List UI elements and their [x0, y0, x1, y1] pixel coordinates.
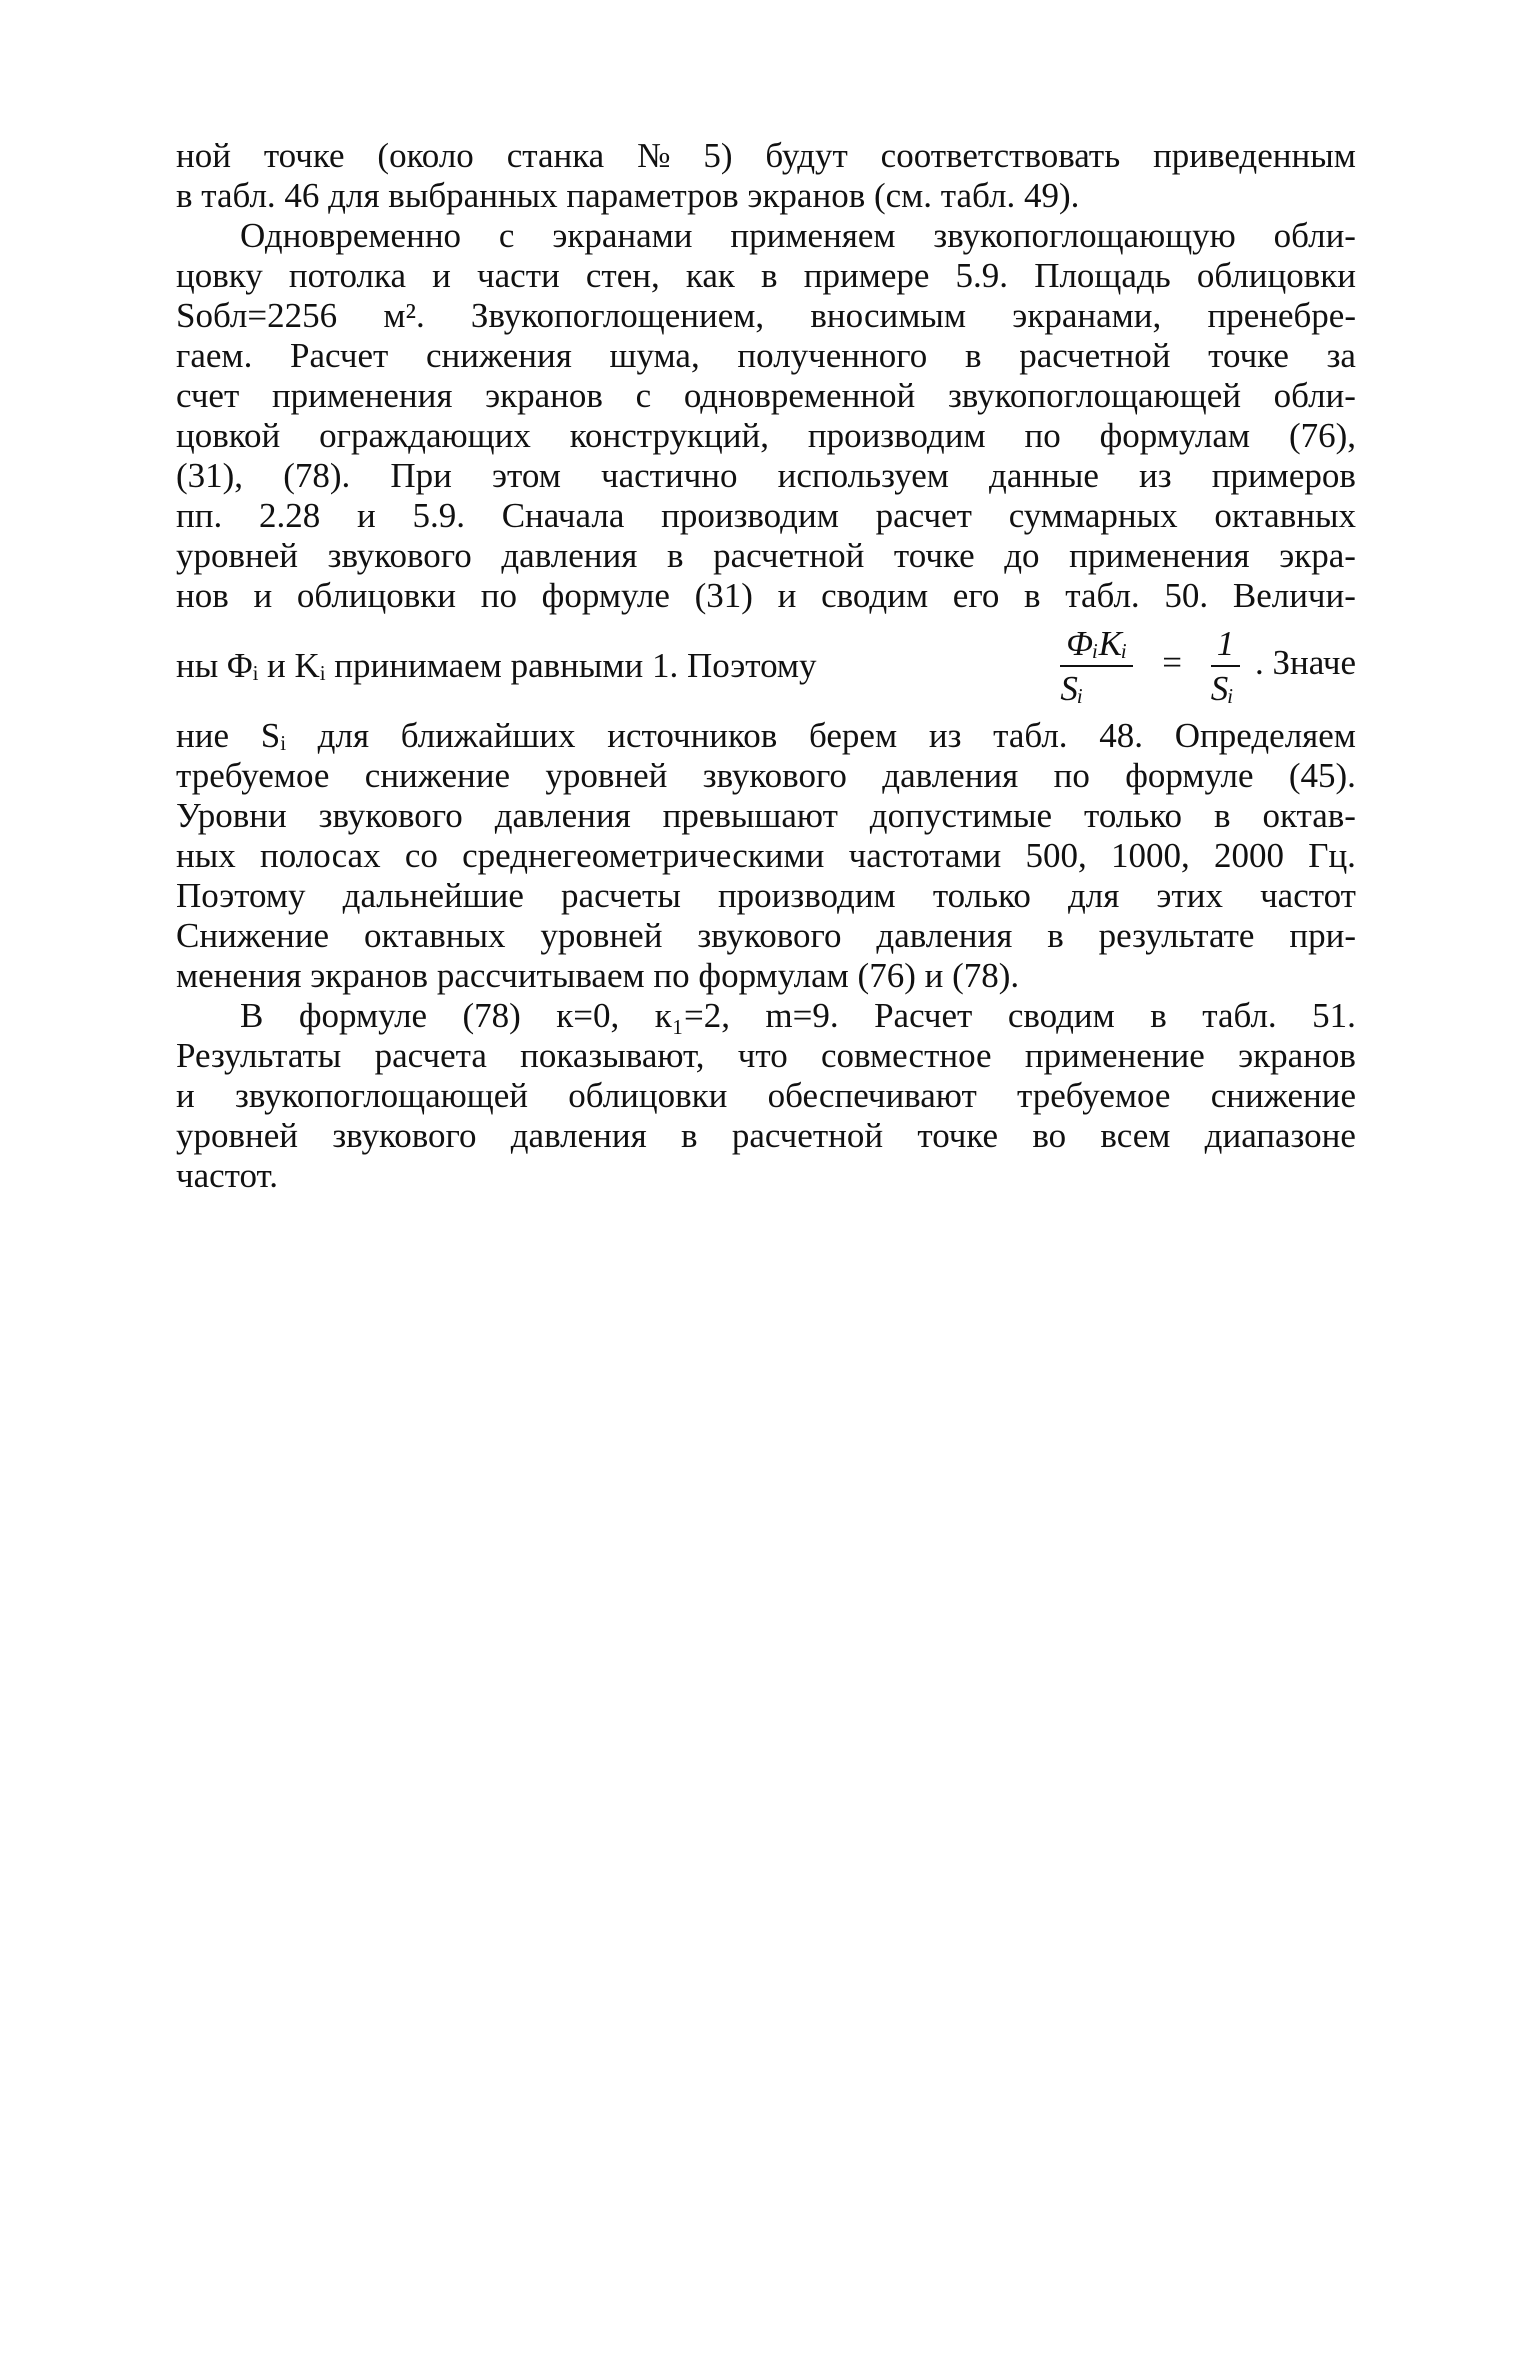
word: за [1326, 336, 1356, 375]
word: только [932, 876, 1031, 915]
word: по [1053, 756, 1090, 795]
word: частично [600, 456, 738, 495]
word: м². [383, 296, 425, 335]
word: суммарных [1008, 496, 1178, 535]
fraction-numerator: ΦᵢKᵢ [1060, 626, 1133, 667]
formula-line [176, 616, 1356, 716]
word: с [498, 216, 515, 255]
word: (около [377, 136, 474, 175]
word: в [1213, 796, 1231, 835]
word: и [253, 576, 273, 615]
word: В [240, 996, 264, 1035]
word: Сначала [501, 496, 625, 535]
word: показывают, [520, 1036, 705, 1075]
word: и [777, 576, 797, 615]
text-line [176, 1116, 1356, 1156]
text-line [176, 716, 1356, 756]
word: октавных [363, 916, 506, 955]
body-text [176, 136, 1356, 1196]
word: со [404, 836, 438, 875]
word: применения [271, 376, 453, 415]
text-line [176, 536, 1356, 576]
word: Уровни [176, 796, 287, 835]
word: в [666, 536, 684, 575]
text-line: частот. [176, 1156, 278, 1195]
word: 500, [1025, 836, 1087, 875]
word: используем [777, 456, 949, 495]
word: расчеты [561, 876, 681, 915]
word: для [1067, 876, 1120, 915]
word: ной [176, 136, 231, 175]
word: сводим [1007, 996, 1115, 1035]
word: частотами [848, 836, 1002, 875]
text-line [176, 916, 1356, 956]
word: (31), [176, 456, 244, 495]
word: одновременной [683, 376, 916, 415]
word: 2.28 [258, 496, 321, 535]
text-line [176, 576, 1356, 616]
word: (78) [462, 996, 521, 1035]
word: уровней [176, 536, 299, 575]
word: расчетной [1019, 336, 1171, 375]
word: экранов [485, 376, 603, 415]
text-line [176, 216, 1356, 256]
word: Одновременно [240, 216, 462, 255]
word: сводим [821, 576, 929, 615]
word: табл. [1202, 996, 1277, 1035]
word: обли- [1273, 376, 1356, 415]
word: звукового [702, 756, 847, 795]
word: Площадь [1034, 256, 1171, 295]
word: до [1004, 536, 1040, 575]
word: октавных [1214, 496, 1356, 535]
word: (45). [1288, 756, 1356, 795]
word: Расчет [290, 336, 389, 375]
word: цовкой [176, 416, 281, 455]
word: экранов [1238, 1036, 1356, 1075]
word: требуемое [176, 756, 330, 795]
equals-sign: = [1162, 643, 1182, 683]
word: табл. [1065, 576, 1140, 615]
word: для [317, 716, 370, 755]
word: формуле [541, 576, 670, 615]
fraction-numerator: 1 [1211, 626, 1241, 667]
word: Снижение [176, 916, 330, 955]
word: во [1032, 1116, 1067, 1155]
word: снижение [1210, 1076, 1356, 1115]
word: источников [607, 716, 778, 755]
fraction-denominator: Sᵢ [1060, 669, 1084, 708]
fraction-lhs [1060, 626, 1133, 706]
word: и [176, 1076, 195, 1115]
fraction-denominator: Sᵢ [1210, 669, 1234, 708]
word: Sобл=2256 [176, 296, 338, 335]
word: потолка [288, 256, 407, 295]
word: формуле [298, 996, 428, 1035]
word: При [390, 456, 452, 495]
word: давления [510, 1116, 647, 1155]
word: звукового [332, 1116, 477, 1155]
word: 5.9. [412, 496, 465, 535]
word: данные [989, 456, 1099, 495]
word: расчетной [731, 1116, 884, 1155]
word: снижения [426, 336, 572, 375]
word: 5.9. [955, 256, 1009, 295]
word: вносимым [810, 296, 967, 335]
text-line [176, 296, 1356, 336]
word: примере [803, 256, 930, 295]
formula-trail-text: . Значе [1254, 643, 1356, 683]
word: нов [176, 576, 229, 615]
word: только [1084, 796, 1183, 835]
word: экранами [552, 216, 693, 255]
word: из [1139, 456, 1172, 495]
word: по [480, 576, 517, 615]
word: облицовки [568, 1076, 728, 1115]
text-line [176, 756, 1356, 796]
text-line [176, 496, 1356, 536]
formula-lead-text: ны Φᵢ и Kᵢ принимаем равными 1. Поэтому [176, 646, 817, 685]
word: уровней [540, 916, 663, 955]
word: звукового [327, 536, 472, 575]
word: применяем [730, 216, 896, 255]
word: ние [176, 716, 229, 755]
word: ных [176, 836, 236, 875]
word: диапазоне [1204, 1116, 1356, 1155]
word: в [1150, 996, 1167, 1035]
word: точке [893, 536, 975, 575]
word: уровней [176, 1116, 299, 1155]
word: как [685, 256, 735, 295]
word: производим [807, 416, 986, 455]
word: 48. [1099, 716, 1144, 755]
word: звукопоглощающую [933, 216, 1236, 255]
word: облицовки [1196, 256, 1356, 295]
word: формуле [1125, 756, 1254, 795]
word: соответствовать [880, 136, 1121, 175]
word: 50. [1164, 576, 1209, 615]
text-line: менения экранов рассчитываем по формулам (76) и (78). [176, 956, 1020, 995]
word: производим [717, 876, 896, 915]
word: 51. [1312, 996, 1356, 1035]
word: Расчет [874, 996, 973, 1035]
word: при- [1289, 916, 1356, 955]
word: превышают [662, 796, 838, 835]
word: точке [1208, 336, 1289, 375]
text-line [176, 1076, 1356, 1116]
word: пренебре- [1207, 296, 1356, 335]
word: (78). [283, 456, 351, 495]
word: счет [176, 376, 240, 415]
text-line [176, 996, 1356, 1036]
text-line [176, 836, 1356, 876]
word: Результаты [176, 1036, 342, 1075]
word: его [952, 576, 1000, 615]
word: формулам [1099, 416, 1251, 455]
word: 2000 [1213, 836, 1284, 875]
word: расчета [374, 1036, 487, 1075]
word: звукового [318, 796, 463, 835]
word: m=9. [765, 996, 839, 1035]
word: в [1024, 576, 1041, 615]
word: и [432, 256, 451, 295]
word: что [737, 1036, 788, 1075]
word: расчет [875, 496, 972, 535]
word: расчетной [713, 536, 865, 575]
word: обли- [1273, 216, 1356, 255]
ratio-formula [1054, 626, 1356, 706]
word: точке [917, 1116, 999, 1155]
word: звукопоглощающей [235, 1076, 529, 1115]
word: к=0, [556, 996, 620, 1035]
word: ограждающих [319, 416, 531, 455]
word: № [637, 136, 671, 175]
word: гаем. [176, 336, 253, 375]
word: Гц. [1308, 836, 1356, 875]
word: всем [1100, 1116, 1171, 1155]
word: (31) [694, 576, 753, 615]
word: уровней [545, 756, 668, 795]
word: станка [506, 136, 605, 175]
word: частот [1260, 876, 1356, 915]
word: к₁=2, [654, 996, 730, 1035]
word: и [356, 496, 376, 535]
word: применение [1024, 1036, 1205, 1075]
text-line [176, 456, 1356, 496]
word: давления [876, 916, 1013, 955]
word: экранами, [1012, 296, 1162, 335]
word: обеспечивают [767, 1076, 977, 1115]
word: октав- [1262, 796, 1356, 835]
word: по [1024, 416, 1061, 455]
word: Sᵢ [260, 716, 286, 755]
text-line [176, 1036, 1356, 1076]
word: примеров [1211, 456, 1356, 495]
word: цовку [176, 256, 263, 295]
word: стен, [585, 256, 660, 295]
word: Звукопоглощением, [470, 296, 765, 335]
word: этом [492, 456, 561, 495]
word: снижение [364, 756, 511, 795]
word: совместное [821, 1036, 992, 1075]
text-line [176, 416, 1356, 456]
word: допустимые [869, 796, 1053, 835]
word: в [1047, 916, 1064, 955]
word: звукового [697, 916, 842, 955]
text-line [176, 336, 1356, 376]
word: экра- [1279, 536, 1356, 575]
word: табл. [993, 716, 1068, 755]
word: части [477, 256, 560, 295]
word: результате [1098, 916, 1255, 955]
word: давления [882, 756, 1019, 795]
word: (76), [1288, 416, 1356, 455]
word: Поэтому [176, 876, 306, 915]
word: звукопоглощающей [947, 376, 1241, 415]
word: в [761, 256, 778, 295]
word: 5) [703, 136, 733, 175]
word: конструкций, [569, 416, 769, 455]
word: требуемое [1017, 1076, 1171, 1115]
word: полученного [737, 336, 928, 375]
word: берем [809, 716, 898, 755]
word: ближайших [400, 716, 576, 755]
text-line [176, 256, 1356, 296]
word: полосах [259, 836, 381, 875]
word: давления [501, 536, 638, 575]
text-line [176, 136, 1356, 176]
word: Величи- [1232, 576, 1356, 615]
word: давления [494, 796, 631, 835]
word: с [635, 376, 652, 415]
word: этих [1156, 876, 1223, 915]
word: будут [765, 136, 848, 175]
fraction-rhs [1211, 626, 1241, 706]
word: облицовки [296, 576, 457, 615]
text-line: в табл. 46 для выбранных параметров экранов (см. табл. 49). [176, 176, 1080, 215]
word: дальнейшие [342, 876, 524, 915]
word: пп. [176, 496, 223, 535]
word: производим [661, 496, 839, 535]
word: шума, [609, 336, 700, 375]
word: точке [263, 136, 345, 175]
word: 1000, [1111, 836, 1190, 875]
text-line [176, 376, 1356, 416]
word: среднегеометрическими [462, 836, 825, 875]
text-line [176, 796, 1356, 836]
word: в [964, 336, 982, 375]
text-line [176, 876, 1356, 916]
word: в [681, 1116, 698, 1155]
word: из [928, 716, 962, 755]
word: применения [1069, 536, 1250, 575]
word: приведенным [1153, 136, 1356, 175]
word: Определяем [1174, 716, 1356, 755]
